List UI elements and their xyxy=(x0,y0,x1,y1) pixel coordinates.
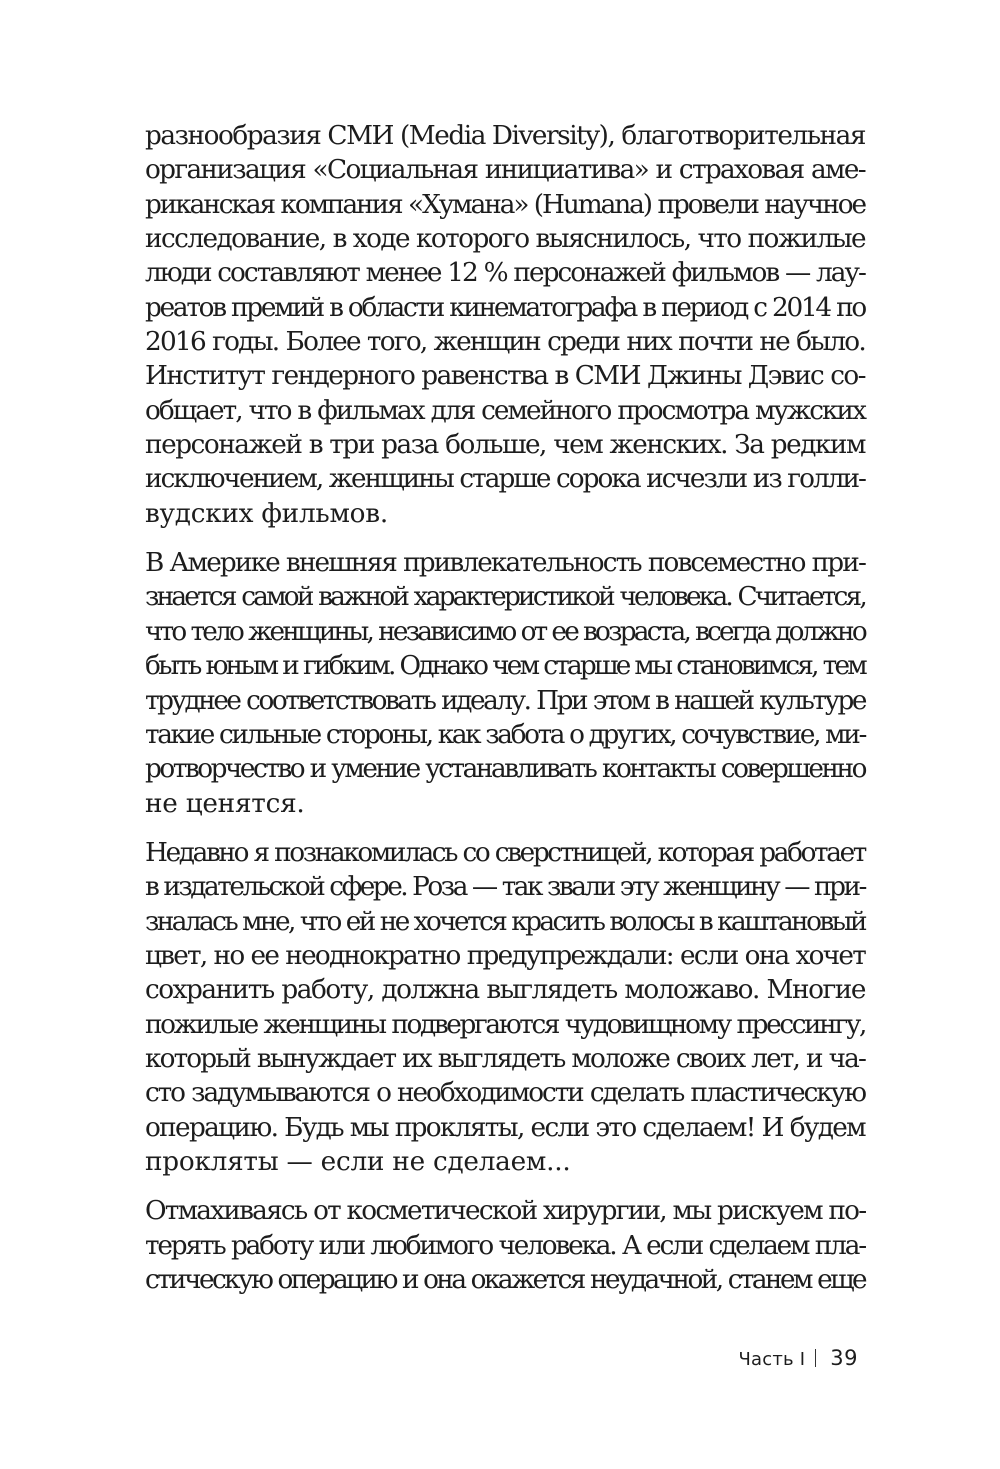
text-line: который вынуждает их выглядеть моложе своих лет, и ча- xyxy=(145,1043,865,1074)
paragraph xyxy=(145,119,865,531)
paragraph-gap xyxy=(145,1179,865,1194)
text-line: прокляты — если не сделаем... xyxy=(145,1146,571,1177)
text-line: разнообразия СМИ (Media Diversity), благотворительная xyxy=(145,121,865,151)
running-footer-part: Часть I xyxy=(738,1349,806,1370)
page-number: 39 xyxy=(830,1346,858,1370)
text-line: цвет, но ее неоднократно предупреждали: если она хочет xyxy=(145,940,865,971)
text-line: быть юным и гибким. Однако чем старше мы становимся, тем xyxy=(145,651,865,682)
paragraph xyxy=(145,1194,865,1297)
text-line: организация «Социальная инициатива» и страховая аме- xyxy=(145,155,865,186)
paragraph xyxy=(145,836,865,1179)
text-line: терять работу или любимого человека. А если сделаем пла- xyxy=(145,1230,865,1261)
text-line: знается самой важной характеристикой человека. Считается, xyxy=(145,582,865,613)
text-line: такие сильные стороны, как забота о других, сочувствие, ми- xyxy=(145,719,865,750)
text-line: зналась мне, что ей не хочется красить волосы в каштановый xyxy=(145,906,865,937)
text-line: персонажей в три раза больше, чем женских. За редким xyxy=(145,430,865,461)
text-line: Отмахиваясь от косметической хирургии, мы рискуем по- xyxy=(145,1196,866,1227)
text-line: операцию. Будь мы прокляты, если это сделаем! И будем xyxy=(145,1112,865,1143)
text-line: исследование, в ходе которого выяснилось, что пожилые xyxy=(145,224,865,255)
text-line: 2016 годы. Более того, женщин среди них почти не было. xyxy=(145,327,865,358)
text-line: стическую операцию и она окажется неудачной, станем еще xyxy=(145,1265,865,1295)
text-line: пожилые женщины подвергаются чудовищному прессингу, xyxy=(145,1009,865,1040)
paragraph-gap xyxy=(145,821,865,836)
footer-divider xyxy=(815,1349,816,1367)
text-line: Недавно я познакомилась со сверстницей, которая работает xyxy=(145,837,865,868)
text-line: риканская компания «Хумана» (Humana) провели научное xyxy=(145,189,865,220)
text-line: ротворчество и умение устанавливать контакты совершенно xyxy=(145,754,865,785)
text-line: сто задумываются о необходимости сделать пластическую xyxy=(145,1078,865,1109)
paragraph-gap xyxy=(145,531,865,546)
page-footer xyxy=(738,1346,858,1370)
paragraph xyxy=(145,546,865,821)
text-line: В Америке внешняя привлекательность повсеместно при- xyxy=(145,548,865,579)
text-line: исключением, женщины старше сорока исчезли из голли- xyxy=(145,464,865,495)
text-line: общает, что в фильмах для семейного просмотра мужских xyxy=(145,395,865,426)
text-line: сохранить работу, должна выглядеть моложаво. Многие xyxy=(145,975,865,1006)
text-line: в издательской сфере. Роза — так звали эту женщину — при- xyxy=(145,872,865,903)
text-line: что тело женщины, независимо от ее возраста, всегда должно xyxy=(145,616,865,647)
text-line: вудских фильмов. xyxy=(145,498,388,529)
text-line: реатов премий в области кинематографа в период с 2014 по xyxy=(145,292,865,323)
text-line: Институт гендерного равенства в СМИ Джины Дэвис со- xyxy=(145,361,865,392)
text-line: труднее соответствовать идеалу. При этом в нашей культуре xyxy=(145,685,865,716)
text-line: люди составляют менее 12 % персонажей фильмов — лау- xyxy=(145,258,865,289)
text-line: не ценятся. xyxy=(145,788,305,819)
body-text xyxy=(145,119,865,1297)
